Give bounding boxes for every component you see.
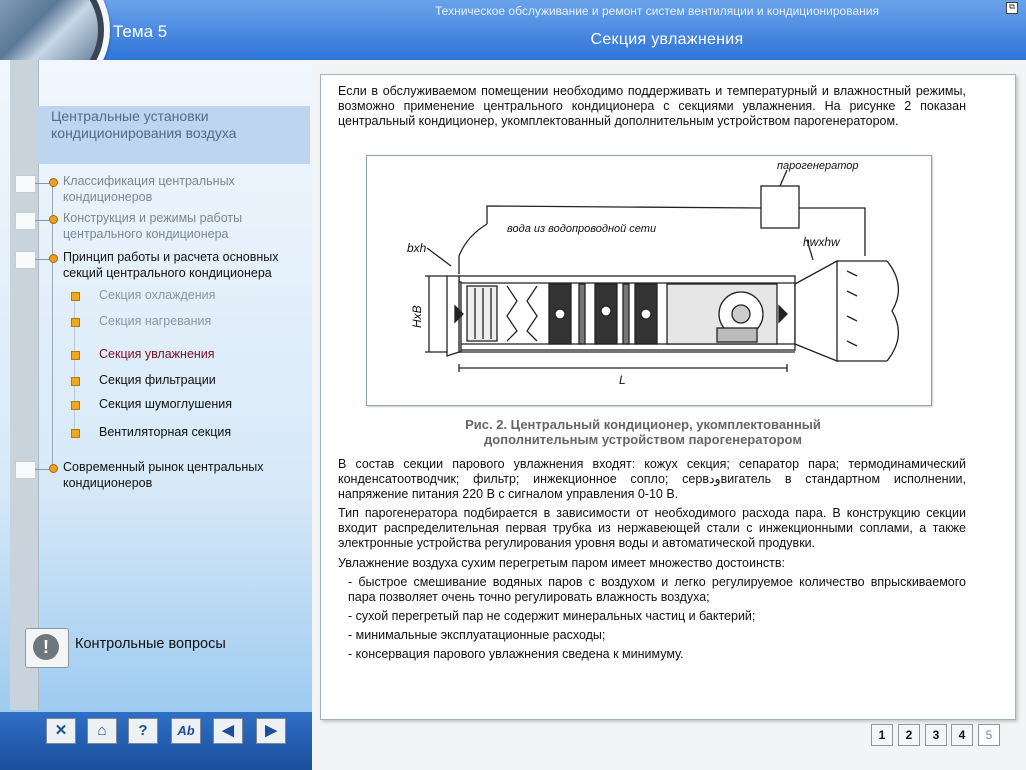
label-hwxhw: hwxhw <box>803 235 840 249</box>
sidebar-subitem-label: Секция нагревания <box>99 314 212 328</box>
sidebar-subitem-noise[interactable] <box>99 397 232 411</box>
sidebar-item-construction[interactable] <box>63 210 273 242</box>
bullet-icon <box>49 464 58 473</box>
page-button-3[interactable]: 3 <box>925 724 947 746</box>
sidebar-subitem-label: Секция увлажнения <box>99 347 215 361</box>
caption-line-1: Рис. 2. Центральный кондиционер, укомплектованный <box>465 417 821 432</box>
nav-box <box>15 251 36 269</box>
sidebar-subitem-filtration[interactable] <box>99 373 216 387</box>
back-button[interactable] <box>213 718 243 744</box>
bullet-icon <box>71 377 80 386</box>
nav-box <box>15 175 36 193</box>
figure-drawing <box>367 156 931 405</box>
figure-caption <box>338 417 948 447</box>
bullet-icon <box>49 215 58 224</box>
sidebar-topic-title: Центральные установки кондиционирования воздуха <box>38 106 310 164</box>
home-icon: ⌂ <box>97 722 107 739</box>
course-title: Техническое обслуживание и ремонт систем вентиляции и кондиционирования <box>435 4 879 18</box>
label-length: L <box>619 373 626 387</box>
sidebar-item-market[interactable] <box>63 459 283 491</box>
paragraph-generator-type: Тип парогенератора подбирается в зависимости от необходимого расхода пара. В конструкцию секции входит распределительная первая трубка из нержавеющей стали с инжекционными соплами, а также электронные устройства регулирования уровня воды и автоматической продувки. <box>338 506 966 550</box>
window-restore-icon[interactable]: ⧉ <box>1006 2 1018 14</box>
page-button-1[interactable]: 1 <box>871 724 893 746</box>
label-hxb: HxB <box>410 305 424 328</box>
bullet-icon <box>49 254 58 263</box>
paragraph-composition: В состав секции парового увлажнения входят: кожух секция; сепаратор пара; термодинамический конденсатоотводчик; фильтр; инжекционное сопло; сервودвигатель в стандартном исполнении, напряжение питания 220 В с сигналом управления 0-10 В. <box>338 457 967 501</box>
list-item: - консервация парового увлажнения сведена к минимуму. <box>348 647 684 661</box>
bullet-icon <box>49 178 58 187</box>
back-arrow-icon: ◀ <box>222 722 234 739</box>
sidebar-item-principle[interactable] <box>63 249 298 281</box>
topic-label: Тема 5 <box>113 22 168 41</box>
page-button-5[interactable]: 5 <box>978 724 1000 746</box>
sidebar-subitem-label: Вентиляторная секция <box>99 425 232 439</box>
home-button[interactable] <box>87 718 117 744</box>
help-button[interactable] <box>128 718 158 744</box>
page-title: Секция увлажнения <box>590 31 744 48</box>
nav-tree-line <box>52 183 53 468</box>
sidebar-item-classification[interactable] <box>63 173 273 205</box>
caption-line-2: дополнительным устройством парогенератором <box>484 432 802 447</box>
glossary-icon: Ab <box>177 723 195 738</box>
label-water-supply: вода из водопроводной сети <box>507 223 657 235</box>
close-button[interactable] <box>46 718 76 744</box>
label-steam-generator: парогенератор <box>777 160 859 172</box>
bullet-icon <box>71 292 80 301</box>
label-bxh: bxh <box>407 241 427 255</box>
sidebar-subitem-cooling[interactable] <box>99 288 215 302</box>
sidebar-subitem-label: Секция фильтрации <box>99 373 216 387</box>
forward-arrow-icon: ▶ <box>265 722 277 739</box>
help-icon: ? <box>138 722 148 739</box>
air-conditioner-figure <box>366 155 932 406</box>
sidebar-item-label: Принцип работы и расчета основных секций центрального кондиционера <box>63 250 279 280</box>
sidebar-subitem-humidification[interactable] <box>99 347 215 361</box>
sidebar-stripe <box>10 60 39 710</box>
list-item: - сухой перегретый пар не содержит минеральных частиц и бактерий; <box>348 609 756 623</box>
paragraph-advantages: Увлажнение воздуха сухим перегретым паром имеет множество достоинств: <box>338 556 785 570</box>
forward-button[interactable] <box>256 718 286 744</box>
list-item: - быстрое смешивание водяных паров с воздухом и легко регулируемое количество впрыскиваемого пара позволяет очень точно регулировать влажность воздуха; <box>348 575 966 604</box>
sidebar-subitem-label: Секция охлаждения <box>99 288 216 302</box>
bullet-icon <box>71 429 80 438</box>
control-questions-icon[interactable]: ! <box>25 628 69 668</box>
bullet-icon <box>71 351 80 360</box>
nav-box <box>15 212 36 230</box>
sidebar-item-label: Конструкция и режимы работы центрального кондиционера <box>63 211 243 241</box>
glossary-button[interactable] <box>171 718 201 744</box>
sidebar-subitem-fan[interactable] <box>99 425 231 439</box>
bullet-icon <box>71 401 80 410</box>
list-item: - минимальные эксплуатационные расходы; <box>348 628 606 642</box>
control-questions-link[interactable]: Контрольные вопросы <box>75 636 226 652</box>
intro-paragraph: Если в обслуживаемом помещении необходимо поддерживать и температурный и влажностный режимы, возможно применение центрального кондиционера с секциями увлажнения. На рисунке 2 показан центральный кондиционер, укомплектованный дополнительным устройством парогенератором. <box>338 84 966 128</box>
sidebar-subitem-label: Секция шумоглушения <box>99 397 232 411</box>
bullet-icon <box>71 318 80 327</box>
page-button-2[interactable]: 2 <box>898 724 920 746</box>
sidebar-item-label: Классификация центральных кондиционеров <box>63 174 235 204</box>
sidebar-subitem-heating[interactable] <box>99 314 211 328</box>
close-icon: ✕ <box>54 722 68 739</box>
sidebar-item-label: Современный рынок центральных кондиционеров <box>63 460 264 490</box>
nav-box <box>15 461 36 479</box>
page-button-4[interactable]: 4 <box>951 724 973 746</box>
